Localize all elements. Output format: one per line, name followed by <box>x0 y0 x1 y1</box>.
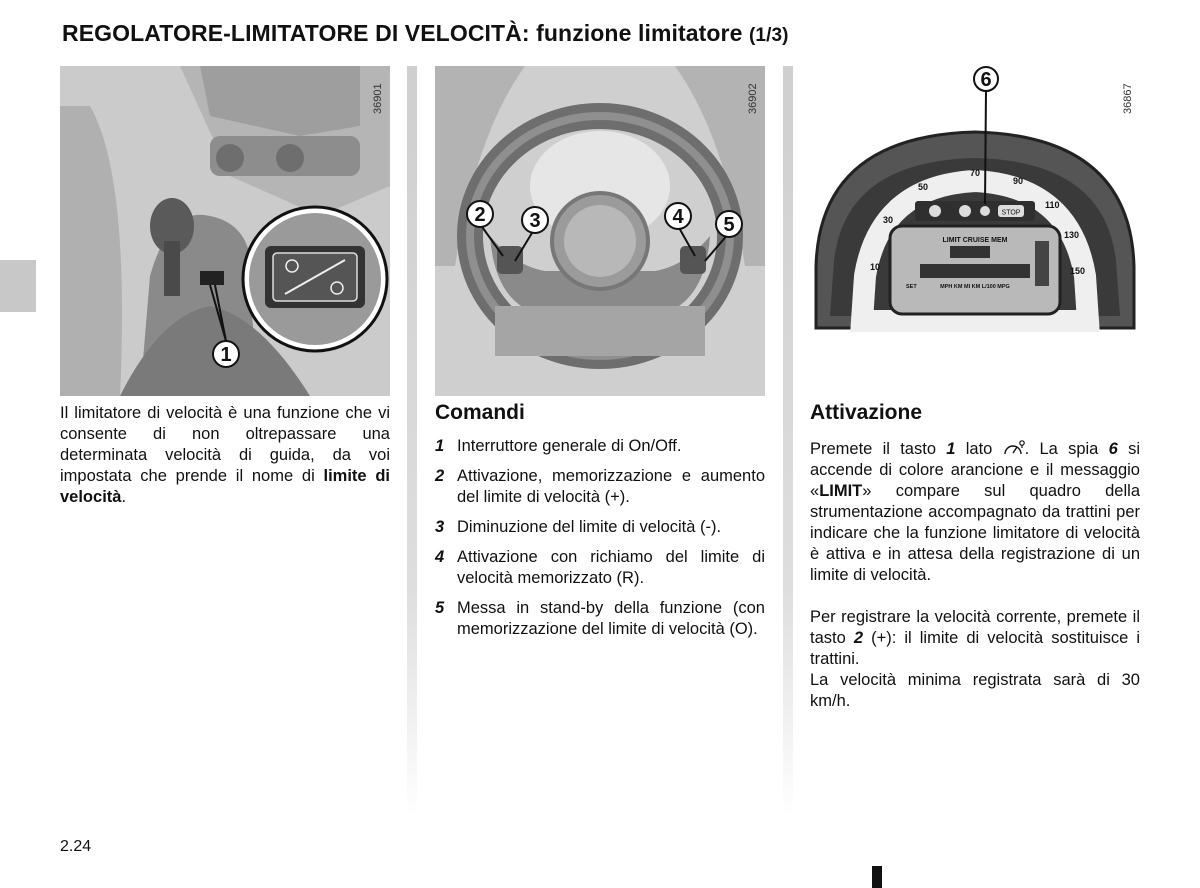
callout-5-label: 5 <box>723 214 735 236</box>
lcd-units: MPH KM MI KM L/100 MPG <box>940 284 1010 290</box>
stop-label: STOP <box>1001 209 1021 217</box>
col3-text: Premete il tasto <box>810 440 947 458</box>
title-page-indicator: (1/3) <box>749 25 789 46</box>
col3-text: . La spia <box>1024 440 1109 458</box>
col1-paragraph <box>60 403 390 508</box>
title-main: REGOLATORE-LIMITATORE DI VELOCITÀ: funzione limitatore <box>62 20 743 46</box>
speed-mark-150: 150 <box>1070 266 1086 276</box>
item-text: Attivazione, memorizzazione e aumento del limite di velocità (+). <box>457 467 765 506</box>
page-title <box>62 20 789 47</box>
item-text: Attivazione con richiamo del limite di velocità memorizzato (R). <box>457 548 765 587</box>
column-divider-1 <box>407 66 417 816</box>
page-number: 2.24 <box>60 838 92 855</box>
figure-code: 36867 <box>1122 83 1134 114</box>
ref-number-1: 1 <box>946 440 956 458</box>
speed-mark-130: 130 <box>1064 230 1080 240</box>
ref-number-6: 6 <box>1108 440 1118 458</box>
page-marker <box>872 866 882 888</box>
callout-2-label: 2 <box>474 204 486 226</box>
col2-heading: Comandi <box>435 401 525 424</box>
item-text: Interruttore generale di On/Off. <box>457 437 682 455</box>
col3-heading: Attivazione <box>810 401 923 424</box>
col1-text-bold: limite di velocità <box>60 467 391 506</box>
speed-limiter-icon <box>1003 439 1025 457</box>
col3-text: lato <box>955 440 1003 458</box>
item-number: 5 <box>435 599 445 617</box>
col3-text: Per registrare la velocità corrente, premete il tasto <box>810 608 1140 647</box>
list-item <box>435 517 765 538</box>
ref-number-2: 2 <box>853 629 864 647</box>
eco-label: ECO <box>928 192 944 199</box>
figure-instrument-cluster <box>810 66 1140 336</box>
speed-mark-70: 70 <box>970 168 981 178</box>
col3-text: si accende di colore arancione e il messaggio « <box>810 440 1140 500</box>
list-item <box>435 436 765 457</box>
limit-label: LIMIT <box>819 482 863 500</box>
col1-text-a: Il limitatore di velocità è una funzione che vi consente di non oltrepassare una determinata velocità di guida, da voi impostata che prende il nome di <box>60 404 390 485</box>
cruise-warning-icon <box>959 205 971 217</box>
col3-text: » compare sul quadro della strumentazione accompagnato da trattini per indicare che la funzione limitatore di velocità è attiva e in attesa della registrazione di un limite di velocità. <box>810 482 1140 584</box>
item-number: 4 <box>435 548 445 566</box>
speed-mark-10: 10 <box>870 262 881 272</box>
callout-4-label: 4 <box>672 206 684 228</box>
speed-mark-110: 110 <box>1045 200 1060 210</box>
speed-mark-30: 30 <box>883 215 894 225</box>
speed-mark-90: 90 <box>1013 176 1024 186</box>
figure-code: 36902 <box>747 83 759 114</box>
list-item <box>435 466 765 508</box>
limiter-warning-light-icon <box>980 206 990 216</box>
callout-3-label: 3 <box>529 210 541 232</box>
col3-text: (+): il limite di velocità sostituisce i trattini. <box>810 629 1140 668</box>
item-number: 3 <box>435 518 445 536</box>
column-divider-2 <box>783 66 793 816</box>
item-number: 2 <box>435 467 445 485</box>
section-tab <box>0 260 36 312</box>
wrench-icon <box>929 205 941 217</box>
col3-paragraph-2 <box>810 607 1140 670</box>
lcd-header: LIMIT CRUISE MEM <box>942 237 1008 244</box>
speed-mark-50: 50 <box>918 182 929 192</box>
list-item <box>435 547 765 589</box>
col1-text-c: . <box>121 488 127 506</box>
item-text: Messa in stand-by della funzione (con memorizzazione del limite di velocità (O). <box>457 599 765 638</box>
figure-code: 36901 <box>372 83 384 114</box>
item-number: 1 <box>435 437 445 455</box>
item-text: Diminuzione del limite di velocità (-). <box>457 518 722 536</box>
callout-1-label: 1 <box>220 344 232 366</box>
col3-paragraph-3: La velocità minima registrata sarà di 30 km/h. <box>810 671 1140 710</box>
list-item <box>435 598 765 640</box>
figure-steering-wheel <box>435 66 765 396</box>
lcd-set: SET <box>906 284 917 290</box>
col3-paragraph-1 <box>810 439 1140 586</box>
figure-gearshift-switch <box>60 66 390 396</box>
callout-6-label: 6 <box>980 69 992 91</box>
